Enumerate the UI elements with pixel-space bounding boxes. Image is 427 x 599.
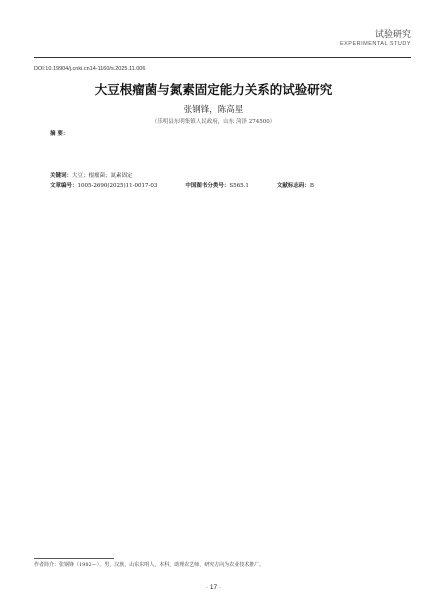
article-id-value: 1005-2690(2025)11-0017-03 xyxy=(77,183,158,189)
journal-name-cn: 试验研究 xyxy=(374,30,411,40)
author-note: 作者简介：张钢锋（1982—），男，汉族，山东东明人，本科，助理农艺师，研究方向为农业技术推广。 xyxy=(34,562,265,568)
abstract-label: 摘 要： xyxy=(50,131,69,137)
article-title: 大豆根瘤菌与氮素固定能力关系的试验研究 xyxy=(94,82,333,97)
abstract xyxy=(50,130,390,139)
page-number: · 17 · xyxy=(205,584,222,591)
doc-code-label: 文献标志码： xyxy=(276,183,310,189)
article-id-label: 文章编号： xyxy=(50,183,78,189)
clc-value: S565.1 xyxy=(229,183,249,189)
header-rule xyxy=(34,57,411,58)
article-id xyxy=(50,182,157,190)
article-authors: 张钢锋，陈高星 xyxy=(183,105,244,115)
keywords-text: 大豆；根瘤菌；氮素固定 xyxy=(72,173,133,179)
keywords xyxy=(50,172,390,180)
doi-line: DOI:10.19904/j.cnki.cn14-1160/s.2025.11.006 xyxy=(34,66,146,72)
clc-label: 中国图书分类号： xyxy=(185,183,230,189)
article-meta xyxy=(50,182,390,190)
document-code xyxy=(277,182,314,190)
body-column-right xyxy=(226,196,409,556)
journal-header xyxy=(340,30,411,48)
doc-code-value: B xyxy=(309,183,314,189)
journal-name-en: EXPERIMENTAL STUDY xyxy=(339,41,411,47)
author-affiliation: （乐明县东明集镇人民政府，山东 菏泽 274500） xyxy=(151,119,276,125)
footnote-rule xyxy=(34,558,114,559)
body-column-left xyxy=(34,196,217,556)
clc-number xyxy=(185,182,249,190)
keywords-label: 关键词： xyxy=(50,173,73,179)
